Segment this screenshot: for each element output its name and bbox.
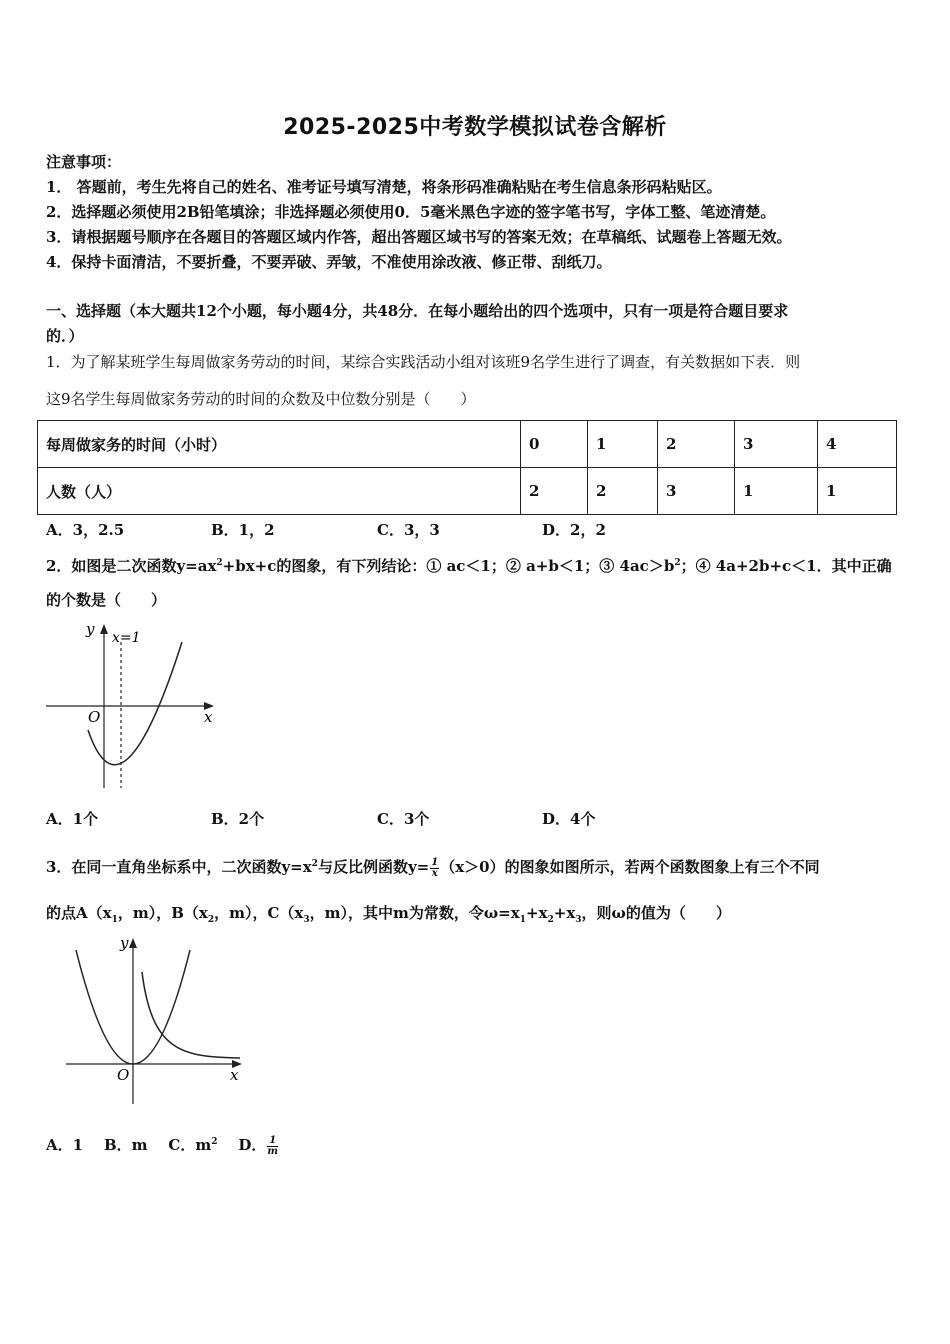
x-axis-label: x (230, 1066, 239, 1084)
x-axis-label: x (204, 708, 213, 726)
table-cell: 2 (588, 468, 658, 515)
q2-option-c: C．3个 (377, 810, 430, 828)
origin-label: O (117, 1066, 130, 1084)
table-row (38, 468, 897, 515)
q2-option-a: A．1个 (46, 810, 99, 828)
notice-item-1: 1． 答题前，考生先将自己的姓名、准考证号填写清楚，将条形码准确粘贴在考生信息条形码粘贴区。 (46, 178, 722, 196)
notice-item-3: 3．请根据题号顺序在各题目的答题区域内作答，超出答题区域书写的答案无效；在草稿纸、试题卷上答题无效。 (46, 228, 792, 246)
notice-item-4: 4．保持卡面清洁，不要折叠，不要弄破、弄皱，不准使用涂改液、修正带、刮纸刀。 (46, 253, 612, 271)
table-cell: 人数（人） (38, 468, 521, 515)
q3-line2: 的点$A(x_1$，m），$B(x_2$，m），$C(x_3$，m），其中m为常数，令$\omega=x_1+x_2+x_3$，则ω的值为（ ） (46, 904, 731, 925)
q1-data-table (37, 420, 897, 515)
q3-option-d: D． $\frac{1}{m}$ (238, 1134, 278, 1157)
q1-option-d: D．2，2 (542, 521, 606, 539)
parabola-curve (88, 642, 182, 765)
page-title: 2025-2025中考数学模拟试卷含解析 (283, 115, 667, 140)
y-axis-arrow (100, 624, 108, 634)
q2-line1: 2．如图是二次函数$y=ax^2+bx+c$的图象，有下列结论：① ac＜1；② a+b＜1；③ $4ac>b^2$；④ 4a+2b+c＜1．其中正确 (46, 557, 892, 575)
y-axis-label: y (86, 620, 95, 638)
origin-label: O (88, 708, 101, 726)
q1-line2: 这9名学生每周做家务劳动的时间的众数及中位数分别是（ ） (46, 390, 476, 408)
q2-option-b: B．2个 (211, 810, 265, 828)
table-cell: 2 (521, 468, 588, 515)
q3-line1: 3．在同一直角坐标系中，二次函数$y=x^2$与反比例函数y= $\frac{1}{x}$ （x＞0）的图象如图所示，若两个函数图象上有三个不同 (46, 856, 820, 879)
table-cell: 每周做家务的时间（小时） (38, 421, 521, 468)
y-axis-arrow (129, 938, 137, 948)
q2-line2: 的个数是（ ） (46, 591, 167, 609)
table-cell: 1 (735, 468, 818, 515)
symmetry-axis-label: x=1 (112, 630, 141, 646)
q3-fraction: $\frac{1}{x}$ (431, 856, 439, 879)
table-cell: 3 (658, 468, 735, 515)
table-cell: 3 (735, 421, 818, 468)
q2-parabola-graph (44, 618, 220, 794)
table-cell: 1 (818, 468, 897, 515)
q1-option-c: C．3，3 (377, 521, 440, 539)
table-cell: 2 (658, 421, 735, 468)
q1-option-b: B．1，2 (211, 521, 275, 539)
q3-option-b: B．m (103, 1136, 148, 1154)
q3-options (46, 1134, 279, 1157)
table-cell: 0 (521, 421, 588, 468)
q3-option-a: A．1 (46, 1136, 84, 1154)
notice-item-2: 2．选择题必须使用2B铅笔填涂；非选择题必须使用0．5毫米黑色字迹的签字笔书写，字体工整、笔迹清楚。 (46, 203, 776, 221)
section-heading-line1: 一、选择题（本大题共12个小题，每小题4分，共48分．在每小题给出的四个选项中，只有一项是符合题目要求 (46, 302, 789, 320)
q3-functions-graph (62, 932, 246, 1108)
y-axis-label: y (120, 934, 129, 952)
q1-option-a: A．3，2.5 (46, 521, 125, 539)
table-cell: 1 (588, 421, 658, 468)
table-cell: 4 (818, 421, 897, 468)
notice-heading: 注意事项： (46, 153, 122, 171)
q1-line1: 1．为了解某班学生每周做家务劳动的时间，某综合实践活动小组对该班9名学生进行了调查，有关数据如下表．则 (46, 353, 801, 371)
table-row (38, 421, 897, 468)
q2-option-d: D．4个 (542, 810, 596, 828)
q3-option-c: C．$m^2$ (168, 1136, 218, 1154)
section-heading-line2: 的．） (46, 327, 84, 345)
